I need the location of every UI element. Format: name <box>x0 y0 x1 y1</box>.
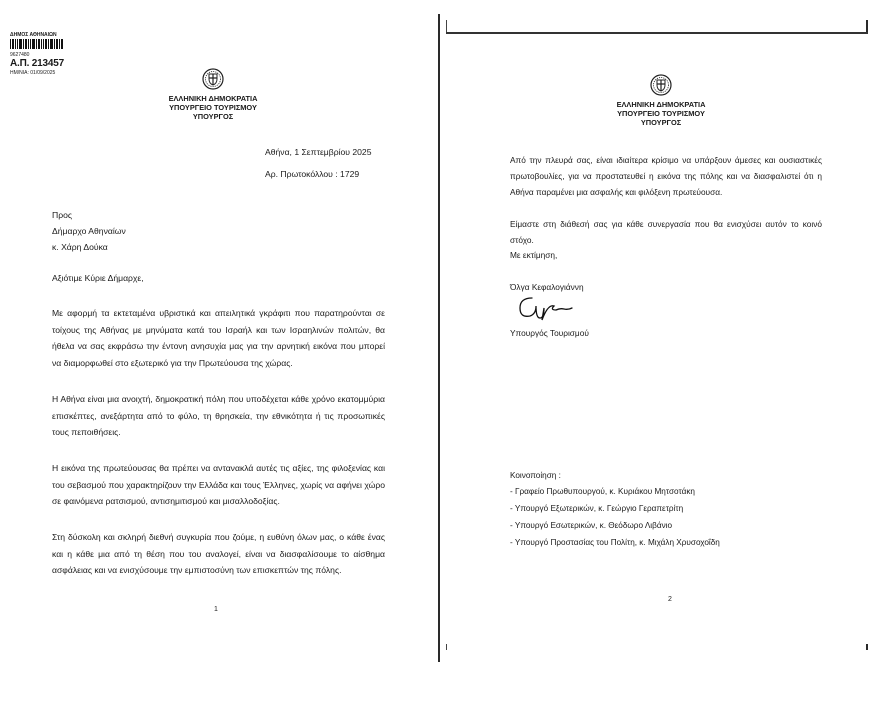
letter-page-1 <box>0 14 438 662</box>
recipient-to: Προς <box>52 210 73 220</box>
cc-item: - Υπουργό Εξωτερικών, κ. Γεώργιο Γεραπετρίτη <box>510 504 684 513</box>
cc-label: Κοινοποίηση : <box>510 471 561 480</box>
page-number: 1 <box>214 606 218 613</box>
signatory-name: Όλγα Κεφαλογιάννη <box>510 282 584 292</box>
stamp-protocol-number: Α.Π. 213457 <box>10 58 64 69</box>
paragraph-2: Η Αθήνα είναι μια ανοιχτή, δημοκρατική πόλη που υποδέχεται κάθε χρόνο εκατομμύρια επισκέπτες, ανεξάρτητα από το φύλο, τη θρησκεία, την εθνικότητα ή τις προσωπικές τους πεποιθήσεις. <box>52 394 385 437</box>
greek-coat-of-arms-icon <box>202 68 224 90</box>
letter-date: Αθήνα, 1 Σεπτεμβρίου 2025 <box>265 147 372 157</box>
letter-page-2 <box>446 32 868 644</box>
header-line-2: ΥΠΟΥΡΓΕΙΟ ΤΟΥΡΙΣΜΟΥ <box>617 109 705 118</box>
salutation: Αξιότιμε Κύριε Δήμαρχε, <box>52 273 144 283</box>
stamp-barcode <box>10 39 64 49</box>
page-number: 2 <box>668 596 672 603</box>
paragraph-4: Στη δύσκολη και σκληρή διεθνή συγκυρία που ζούμε, η ευθύνη όλων μας, ο κάθε ένας και η κάθε μια από τη θέση που του αναλογεί, είναι να διασφαλίσουμε το αίσθημα ασφάλειας και να ενισχύσουμε την εμπιστοσύνη των επισκεπτών της πόλης. <box>52 532 385 575</box>
stamp-organization: ΔΗΜΟΣ ΑΘΗΝΑΙΩΝ <box>10 32 57 38</box>
greek-coat-of-arms-icon <box>650 74 672 96</box>
cc-item: - Υπουργό Προστασίας του Πολίτη, κ. Μιχάλη Χρυσοχοΐδη <box>510 538 720 547</box>
stamp-date: ΗΜ/ΝΙΑ: 01/09/2025 <box>10 70 56 76</box>
paragraph-3: Η εικόνα της πρωτεύουσας θα πρέπει να αντανακλά αυτές τις αξίες, της φιλοξενίας και του σεβασμού που χαρακτηρίζουν την Ελλάδα και τους Έλληνες, χωρίς να αφήνει χώρο σε φαινόμενα ρατσισμού, αντισημιτισμού και μισαλλοδοξίας. <box>52 463 385 506</box>
signatory-title: Υπουργός Τουρισμού <box>510 328 589 338</box>
closing: Με εκτίμηση, <box>510 250 558 260</box>
stamp-barcode-number: 9627480 <box>10 52 30 58</box>
recipient-line-2: κ. Χάρη Δούκα <box>52 242 108 252</box>
signature-graphic <box>514 292 576 322</box>
barcode-graphic <box>10 39 64 49</box>
cc-item: - Υπουργό Εσωτερικών, κ. Θεόδωρο Λιβάνιο <box>510 521 673 530</box>
recipient-line-1: Δήμαρχο Αθηναίων <box>52 226 126 236</box>
paragraph-1: Με αφορμή τα εκτεταμένα υβριστικά και απειλητικά γκράφιτι που παρατηρούνται σε τοίχους της Αθήνας με μηνύματα κατά του Ισραήλ και των Ισραηλινών πολιτών, θα ήθελα να σας εκφράσω την έντονη ανησυχία μας για την αρνητική εικόνα που μπορεί να διαμορφωθεί στο εξωτερικό για την Πρωτεύουσα της χώρας. <box>52 308 385 368</box>
header-line-3: ΥΠΟΥΡΓΟΣ <box>192 112 234 121</box>
header-line-3: ΥΠΟΥΡΓΟΣ <box>640 118 682 127</box>
header-line-1: ΕΛΛΗΝΙΚΗ ΔΗΜΟΚΡΑΤΙΑ <box>168 94 258 103</box>
protocol-number: Αρ. Πρωτοκόλλου : 1729 <box>265 169 360 179</box>
paragraph-5: Από την πλευρά σας, είναι ιδιαίτερα κρίσιμο να υπάρξουν άμεσες και ουσιαστικές πρωτοβουλίες, για να προστατευθεί η εικόνα της πόλης και να διασφαλιστεί ότι η Αθήνα παραμένει μια ασφαλής και φιλόξενη πρωτεύουσα. <box>510 155 822 197</box>
page1-right-edge <box>438 14 440 662</box>
paragraph-6: Είμαστε στη διάθεσή σας για κάθε συνεργασία που θα ενισχύσει αυτόν το κοινό στόχο. <box>510 219 822 245</box>
cc-item: - Γραφείο Πρωθυπουργού, κ. Κυριάκου Μητσοτάκη <box>510 487 695 496</box>
header-line-1: ΕΛΛΗΝΙΚΗ ΔΗΜΟΚΡΑΤΙΑ <box>616 100 706 109</box>
header-line-2: ΥΠΟΥΡΓΕΙΟ ΤΟΥΡΙΣΜΟΥ <box>169 103 257 112</box>
